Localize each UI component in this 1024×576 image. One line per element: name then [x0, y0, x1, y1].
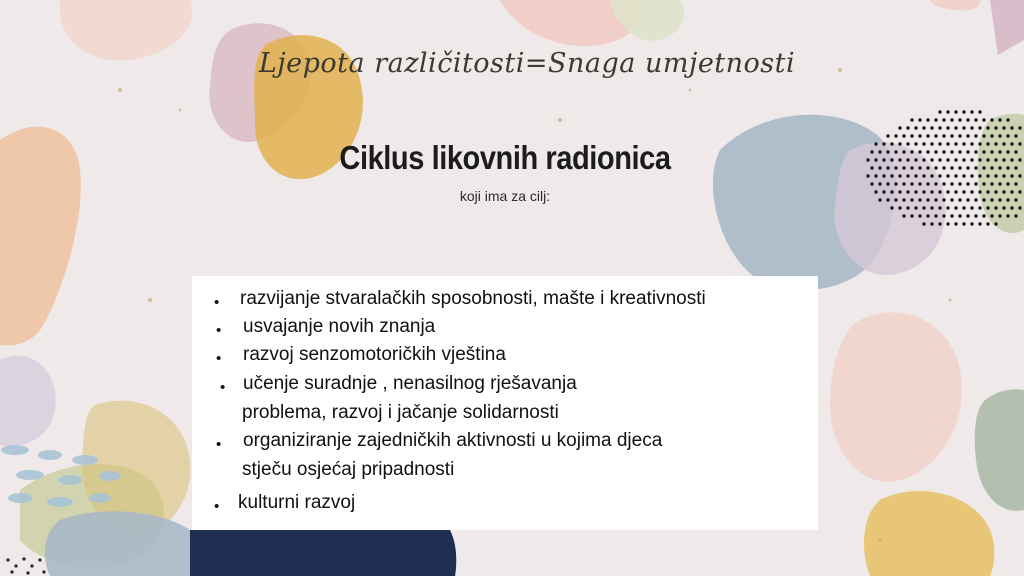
decor-dot [918, 118, 921, 121]
decor-dot [882, 158, 885, 161]
goal-line: problema, razvoj i jačanje solidarnosti [242, 402, 559, 423]
decor-dot [990, 118, 993, 121]
decor-dot [1014, 150, 1017, 153]
decor-dot [954, 126, 957, 129]
decor-dot [886, 134, 889, 137]
decor-dot [894, 166, 897, 169]
decor-dot [926, 118, 929, 121]
decor-dot [982, 134, 985, 137]
decor-dot [1010, 206, 1013, 209]
decor-dot [998, 150, 1001, 153]
decor-dot [1006, 134, 1009, 137]
decor-dot [942, 214, 945, 217]
decor-dot [942, 198, 945, 201]
decor-dot [974, 214, 977, 217]
decor-dot [914, 174, 917, 177]
decor-dot [882, 142, 885, 145]
decor-dot [874, 190, 877, 193]
decor-dot [906, 158, 909, 161]
decor-dot [930, 222, 933, 225]
decor-dot [970, 190, 973, 193]
decor-dot [926, 150, 929, 153]
decor-dot [938, 158, 941, 161]
decor-dot [970, 174, 973, 177]
decor-dot [978, 190, 981, 193]
decor-dot [954, 174, 957, 177]
decor-dot [910, 214, 913, 217]
decor-dot [870, 166, 873, 169]
decor-dot [982, 214, 985, 217]
decor-dot [886, 198, 889, 201]
navy-blob-bottom [190, 530, 456, 576]
decor-dot [906, 206, 909, 209]
decor-dot [994, 126, 997, 129]
decor-dot [934, 166, 937, 169]
decor-dot [922, 190, 925, 193]
decor-dot [870, 182, 873, 185]
decor-dot [998, 118, 1001, 121]
decor-dot [938, 142, 941, 145]
decor-dot [894, 134, 897, 137]
decor-dot [930, 158, 933, 161]
decor-dot [886, 166, 889, 169]
decor-dot [998, 182, 1001, 185]
decor-dot [874, 142, 877, 145]
decor-dot [966, 134, 969, 137]
decor-dot [890, 142, 893, 145]
decor-dot [978, 206, 981, 209]
decor-dot [974, 166, 977, 169]
decor-dot [918, 198, 921, 201]
decor-dot [1006, 166, 1009, 169]
decor-dot [966, 118, 969, 121]
decor-dot [938, 206, 941, 209]
decor-dot [942, 182, 945, 185]
decor-dot [946, 142, 949, 145]
decor-dot [926, 166, 929, 169]
decor-dot [902, 182, 905, 185]
decor-dot [894, 182, 897, 185]
decor-dot [962, 142, 965, 145]
slide-title: Ciklus likovnih radionica [339, 139, 671, 176]
small-shape-top-right [930, 0, 980, 11]
decor-dot [986, 158, 989, 161]
decor-dot [1014, 198, 1017, 201]
decor-dot [898, 142, 901, 145]
decor-dot [866, 158, 869, 161]
decor-dot [934, 134, 937, 137]
decor-dot [922, 206, 925, 209]
decor-dot [910, 198, 913, 201]
decor-dot [966, 182, 969, 185]
decor-dot [994, 206, 997, 209]
decor-dot [910, 118, 913, 121]
decor-dot [934, 150, 937, 153]
decor-dot [918, 166, 921, 169]
decor-dot [990, 166, 993, 169]
decor-dot [986, 174, 989, 177]
decor-dot [998, 134, 1001, 137]
decor-dot [926, 134, 929, 137]
decor-dot [886, 182, 889, 185]
goal-line: organiziranje zajedničkih aktivnosti u kojima djeca [243, 430, 663, 451]
bullet-icon: • [214, 498, 220, 515]
decor-dot [982, 166, 985, 169]
decor-dot [1002, 142, 1005, 145]
goals-box [192, 276, 818, 530]
decor-dot [982, 198, 985, 201]
pink-blob-right [830, 312, 962, 481]
decor-dot [1010, 190, 1013, 193]
decor-dot [1018, 126, 1021, 129]
sage-blob-bottom-right [975, 389, 1024, 511]
decor-dot [910, 182, 913, 185]
decor-dot [910, 166, 913, 169]
decor-dot [938, 190, 941, 193]
decor-dot [950, 166, 953, 169]
decor-dot [894, 198, 897, 201]
decor-dot [902, 214, 905, 217]
decor-dot [1018, 158, 1021, 161]
decor-dot [1014, 134, 1017, 137]
decor-dot [970, 206, 973, 209]
decor-dot [894, 150, 897, 153]
decor-dot [942, 134, 945, 137]
decor-dot [918, 214, 921, 217]
decor-dot [978, 126, 981, 129]
decor-dot [914, 158, 917, 161]
decor-dot [954, 190, 957, 193]
decor-dot [890, 206, 893, 209]
decor-dot [1014, 214, 1017, 217]
decor-dot [946, 174, 949, 177]
decor-dot [970, 126, 973, 129]
decor-dot [938, 110, 941, 113]
decor-dot [974, 150, 977, 153]
decor-dot [950, 182, 953, 185]
decor-dot [882, 190, 885, 193]
decor-dot [958, 214, 961, 217]
slide-lead-text: koji ima za cilj: [459, 188, 551, 204]
goal-line: razvijanje stvaralačkih sposobnosti, mašte i kreativnosti [240, 288, 706, 309]
decor-dot [1010, 174, 1013, 177]
decor-dot [866, 174, 869, 177]
decor-dot [998, 214, 1001, 217]
decor-dot [950, 118, 953, 121]
decor-dot [946, 190, 949, 193]
decor-dot [898, 206, 901, 209]
decor-dot [918, 134, 921, 137]
decor-dot [898, 158, 901, 161]
decor-dot [1010, 126, 1013, 129]
decor-dot [906, 142, 909, 145]
decor-dot [870, 150, 873, 153]
decor-dot [874, 158, 877, 161]
decor-dot [958, 198, 961, 201]
decor-dot [958, 118, 961, 121]
decor-dot [890, 190, 893, 193]
bullet-icon: • [220, 379, 226, 396]
decor-dot [974, 198, 977, 201]
decor-dot [918, 182, 921, 185]
decor-dot [906, 174, 909, 177]
decor-dot [942, 166, 945, 169]
decor-dot [990, 182, 993, 185]
decor-dot [970, 110, 973, 113]
decor-dot [950, 134, 953, 137]
decor-dot [914, 206, 917, 209]
decor-dot [1002, 206, 1005, 209]
decor-dot [926, 182, 929, 185]
decor-dot [986, 222, 989, 225]
decor-dot [930, 206, 933, 209]
decor-dot [974, 134, 977, 137]
decor-dot [1014, 166, 1017, 169]
navy-triangle-top-right [990, 0, 1024, 55]
decor-dot [1002, 174, 1005, 177]
decor-dot [954, 142, 957, 145]
decor-dot [990, 214, 993, 217]
decor-dot [878, 166, 881, 169]
decor-dot [958, 134, 961, 137]
bullet-icon: • [214, 294, 220, 311]
decor-dot [986, 190, 989, 193]
decor-dot [878, 182, 881, 185]
decor-dot [946, 206, 949, 209]
bullet-icon: • [216, 436, 222, 453]
decor-dot [914, 190, 917, 193]
decor-dot [1006, 150, 1009, 153]
decor-dot [942, 118, 945, 121]
decor-dot [906, 126, 909, 129]
decor-dot [962, 158, 965, 161]
decor-dot [966, 166, 969, 169]
decor-dot [978, 158, 981, 161]
decor-dot [1010, 158, 1013, 161]
goal-line: stječu osjećaj pripadnosti [242, 459, 455, 480]
decor-dot [954, 110, 957, 113]
dots-bottom-left [6, 557, 45, 574]
slate-blob-left [0, 356, 56, 447]
decor-dot [946, 110, 949, 113]
decor-dot [982, 118, 985, 121]
decor-dot [922, 142, 925, 145]
decor-dot [922, 174, 925, 177]
decor-dot [958, 166, 961, 169]
decor-dot [962, 126, 965, 129]
decor-dot [938, 126, 941, 129]
decor-dot [982, 150, 985, 153]
decor-dot [982, 182, 985, 185]
decor-dot [1002, 190, 1005, 193]
decor-dot [910, 150, 913, 153]
decor-dot [954, 158, 957, 161]
decor-dot [998, 166, 1001, 169]
decor-dot [930, 126, 933, 129]
decor-dot [890, 158, 893, 161]
decor-dot [962, 110, 965, 113]
decor-dot [970, 222, 973, 225]
decor-dot [930, 174, 933, 177]
decor-dot [1018, 190, 1021, 193]
decor-dot [874, 174, 877, 177]
decor-dot [1002, 158, 1005, 161]
decor-dot [966, 214, 969, 217]
decor-dot [994, 142, 997, 145]
slide-heading-script: Ljepota različitosti=Snaga umjetnosti [258, 48, 796, 79]
decor-dot [1010, 142, 1013, 145]
decor-dot [950, 214, 953, 217]
decor-dot [994, 190, 997, 193]
goal-line: kulturni razvoj [238, 492, 356, 513]
decor-dot [934, 118, 937, 121]
bullet-icon: • [216, 322, 222, 339]
decor-dot [926, 214, 929, 217]
decor-dot [998, 198, 1001, 201]
decor-dot [930, 190, 933, 193]
decor-dot [914, 142, 917, 145]
decor-dot [882, 174, 885, 177]
decor-dot [966, 198, 969, 201]
decor-dot [970, 142, 973, 145]
slate-blob-bottom [45, 511, 190, 576]
decor-dot [966, 150, 969, 153]
decor-dot [1006, 214, 1009, 217]
decor-dot [898, 190, 901, 193]
decor-dot [986, 206, 989, 209]
decor-dot [962, 222, 965, 225]
decor-dot [934, 214, 937, 217]
decor-dot [994, 158, 997, 161]
decor-dot [902, 166, 905, 169]
decor-dot [1006, 198, 1009, 201]
decor-dot [974, 182, 977, 185]
decor-dot [954, 206, 957, 209]
decor-dot [886, 150, 889, 153]
decor-dot [1018, 206, 1021, 209]
decor-dot [934, 182, 937, 185]
decor-dot [970, 158, 973, 161]
decor-dot [910, 134, 913, 137]
peach-blob-left [0, 127, 81, 346]
decor-dot [990, 134, 993, 137]
decor-dot [938, 222, 941, 225]
goal-line: razvoj senzomotoričkih vještina [243, 344, 506, 365]
decor-dot [946, 126, 949, 129]
decor-dot [986, 126, 989, 129]
goal-line: usvajanje novih znanja [243, 316, 436, 337]
decor-dot [1006, 118, 1009, 121]
decor-dot [1002, 126, 1005, 129]
decor-dot [950, 198, 953, 201]
decor-dot [1006, 182, 1009, 185]
decor-dot [918, 150, 921, 153]
decor-dot [898, 174, 901, 177]
decor-dot [1018, 174, 1021, 177]
decor-dot [958, 150, 961, 153]
decor-dot [950, 150, 953, 153]
mustard-blob-bottom-right [864, 491, 994, 576]
mauve-blob-right [834, 142, 945, 275]
decor-dot [978, 174, 981, 177]
decor-dot [890, 174, 893, 177]
decor-dot [938, 174, 941, 177]
decor-dot [986, 142, 989, 145]
decor-dot [902, 134, 905, 137]
goal-line: učenje suradnje , nenasilnog rješavanja [243, 373, 577, 394]
decor-dot [926, 198, 929, 201]
decor-dot [902, 150, 905, 153]
decor-dot [994, 174, 997, 177]
decor-dot [1014, 182, 1017, 185]
bullet-icon: • [216, 350, 222, 367]
decor-dot [978, 110, 981, 113]
decor-dot [922, 126, 925, 129]
decor-dot [930, 142, 933, 145]
decor-dot [958, 182, 961, 185]
decor-dot [922, 222, 925, 225]
decor-dot [898, 126, 901, 129]
decor-dot [906, 190, 909, 193]
decor-dot [962, 190, 965, 193]
decor-dot [978, 222, 981, 225]
decor-dot [974, 118, 977, 121]
decor-dot [878, 150, 881, 153]
decor-dot [902, 198, 905, 201]
decor-dot [922, 158, 925, 161]
decor-dot [914, 126, 917, 129]
decor-dot [934, 198, 937, 201]
decor-dot [1018, 142, 1021, 145]
decor-dot [990, 150, 993, 153]
decor-dot [994, 222, 997, 225]
decor-dot [990, 198, 993, 201]
decor-dot [962, 174, 965, 177]
decor-dot [946, 222, 949, 225]
decor-dot [954, 222, 957, 225]
decor-dot [962, 206, 965, 209]
decor-dot [946, 158, 949, 161]
decor-dot [942, 150, 945, 153]
decor-dot [878, 198, 881, 201]
decor-dot [978, 142, 981, 145]
